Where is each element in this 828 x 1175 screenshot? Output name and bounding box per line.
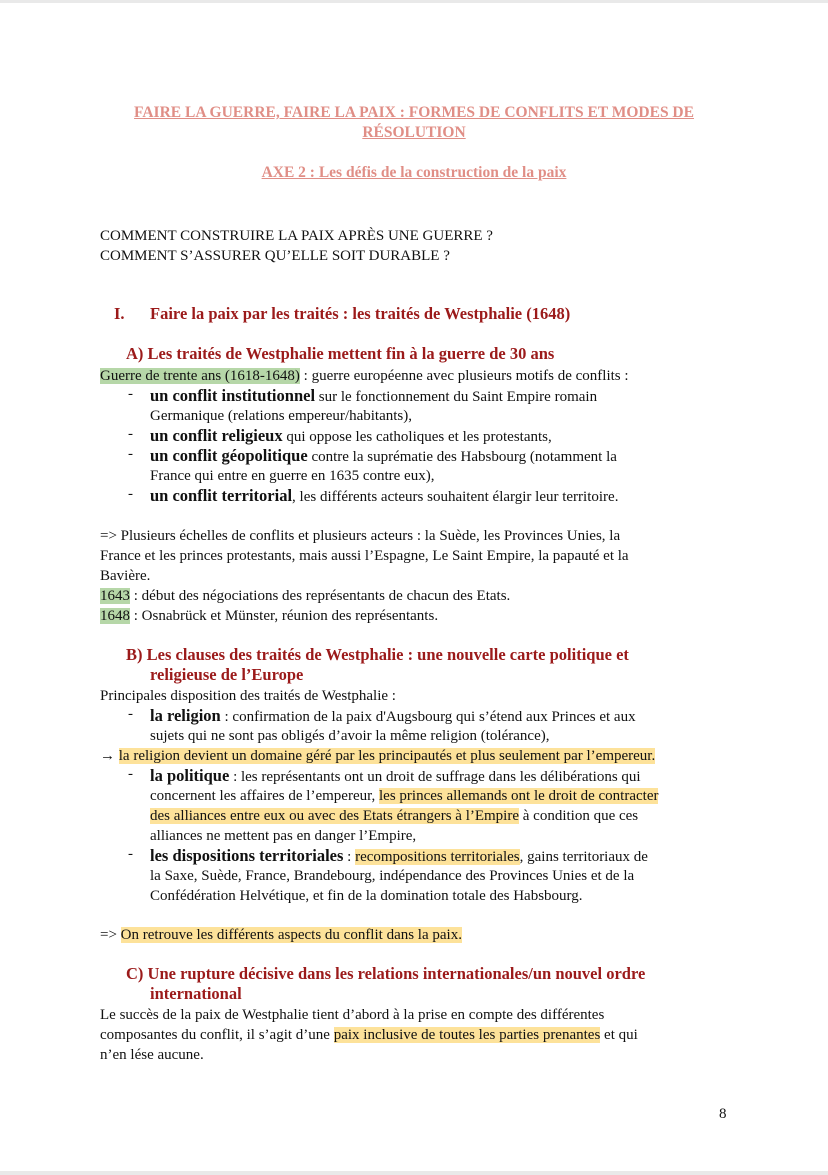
arrow-icon: →: [100, 748, 119, 764]
part-b-title-line1: B) Les clauses des traités de Westphalie : une nouvelle carte politique et: [126, 645, 629, 664]
bullet-dash: -: [128, 486, 133, 502]
part-c-line2: composantes du conflit, il s’agit d’une paix inclusive de toutes les parties prenantes et qui: [100, 1027, 638, 1043]
actors-paragraph-line3: Bavière.: [100, 568, 151, 584]
bullet-dash: -: [128, 386, 133, 402]
part-c-title-line2: international: [150, 984, 242, 1003]
date-1648: 1648 : Osnabrück et Münster, réunion des représentants.: [100, 608, 439, 624]
actors-paragraph-line1: => Plusieurs échelles de conflits et plusieurs acteurs : la Suède, les Provinces Unies, la: [100, 528, 621, 544]
part-c-title-line1: C) Une rupture décisive dans les relations internationales/un nouvel ordre: [126, 964, 646, 983]
clause-territoriales-line2: la Saxe, Suède, France, Brandebourg, indépendance des Provinces Unies et de la: [150, 868, 635, 884]
question-1: COMMENT CONSTRUIRE LA PAIX APRÈS UNE GUERRE ?: [100, 228, 493, 244]
conflict-item-2: un conflit religieux qui oppose les catholiques et les protestants,: [150, 426, 552, 445]
clause-territoriales: les dispositions territoriales : recompositions territoriales, gains territoriaux de: [150, 846, 648, 865]
conflict-item-1-cont: Germanique (relations empereur/habitants),: [150, 408, 412, 424]
conflict-item-1: un conflit institutionnel sur le fonctionnement du Saint Empire romain: [150, 386, 598, 405]
part-c-line3: n’en lése aucune.: [100, 1047, 204, 1063]
highlight-thirty-years-war: Guerre de trente ans (1618-1648): [100, 368, 300, 384]
date-1643: 1643 : début des négociations des représentants de chacun des Etats.: [100, 588, 511, 604]
conflict-item-3-cont: France qui entre en guerre en 1635 contre eux),: [150, 468, 435, 484]
document-title-line2: RÉSOLUTION: [362, 124, 466, 141]
clause-politique-line4: alliances ne mettent pas en danger l’Empire,: [150, 828, 417, 844]
clause-religion: la religion : confirmation de la paix d'Augsbourg qui s’étend aux Princes et aux: [150, 706, 636, 725]
page-number: 8: [719, 1106, 727, 1122]
clause-territoriales-line3: Confédération Helvétique, et fin de la domination totale des Habsbourg.: [150, 888, 583, 904]
axe-subtitle: AXE 2 : Les défis de la construction de la paix: [261, 164, 567, 181]
document-title-line1: FAIRE LA GUERRE, FAIRE LA PAIX : FORMES DE CONFLITS ET MODES DE: [134, 104, 694, 121]
clause-religion-cont: sujets qui ne sont pas obligés d’avoir la même religion (tolérance),: [150, 728, 550, 744]
bullet-dash: -: [128, 426, 133, 442]
clause-politique-line2: concernent les affaires de l’empereur, les princes allemands ont le droit de contracter: [150, 788, 659, 804]
section-number: I.: [114, 304, 125, 323]
conflict-item-4: un conflit territorial, les différents acteurs souhaitent élargir leur territoire.: [150, 486, 619, 505]
section-title: Faire la paix par les traités : les traités de Westphalie (1648): [150, 304, 571, 323]
part-b-conclusion: => On retrouve les différents aspects du conflit dans la paix.: [100, 927, 462, 943]
document-page: [0, 3, 828, 1171]
part-c-line1: Le succès de la paix de Westphalie tient d’abord à la prise en compte des différentes: [100, 1007, 605, 1023]
bullet-dash: -: [128, 446, 133, 462]
clause-politique: la politique : les représentants ont un droit de suffrage dans les délibérations qui: [150, 766, 641, 785]
part-a-title: A) Les traités de Westphalie mettent fin à la guerre de 30 ans: [126, 344, 555, 363]
bullet-dash: -: [128, 706, 133, 722]
part-a-intro: Guerre de trente ans (1618-1648) : guerre européenne avec plusieurs motifs de conflits :: [100, 368, 629, 384]
part-b-intro: Principales disposition des traités de Westphalie :: [100, 688, 396, 704]
actors-paragraph-line2: France et les princes protestants, mais aussi l’Espagne, Le Saint Empire, la papauté et la: [100, 548, 629, 564]
conflict-item-3: un conflit géopolitique contre la suprématie des Habsbourg (notamment la: [150, 446, 617, 465]
part-b-title-line2: religieuse de l’Europe: [150, 665, 304, 684]
question-2: COMMENT S’ASSURER QU’ELLE SOIT DURABLE ?: [100, 248, 450, 264]
clause-politique-line3: des alliances entre eux ou avec des Etats étrangers à l’Empire à condition que ces: [150, 808, 639, 824]
bullet-dash: -: [128, 846, 133, 862]
bullet-dash: -: [128, 766, 133, 782]
religion-consequence: → la religion devient un domaine géré par les principautés et plus seulement par l’empereur.: [100, 748, 656, 764]
